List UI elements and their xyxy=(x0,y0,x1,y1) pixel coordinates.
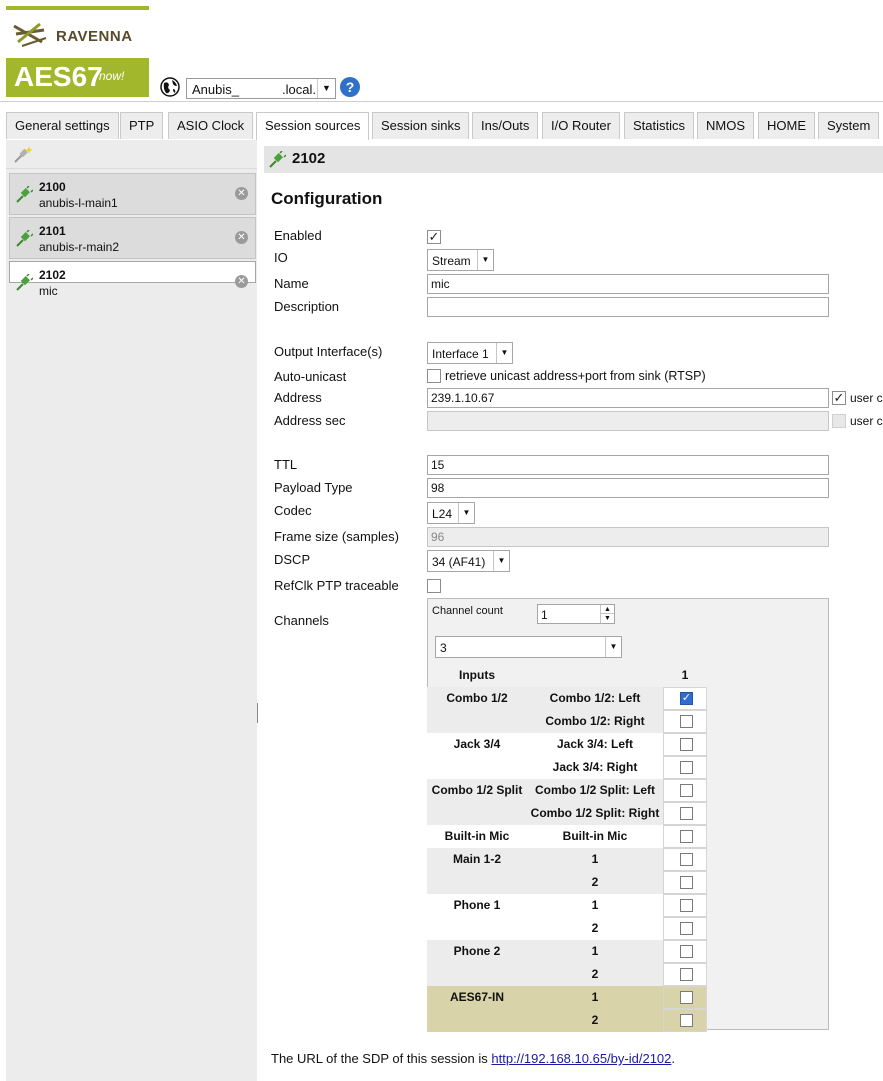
payload-type-input[interactable]: 98 xyxy=(427,478,829,498)
chevron-down-icon: ▼ xyxy=(317,79,335,98)
address-sec-label: Address sec xyxy=(274,413,346,428)
tab-ins-outs[interactable]: Ins/Outs xyxy=(472,112,538,139)
input-group-label: Phone 1 xyxy=(453,898,501,912)
address-sec-input xyxy=(427,411,829,431)
sdp-text: The URL of the SDP of this session is xyxy=(271,1051,488,1066)
tab-home[interactable]: HOME xyxy=(758,112,815,139)
remove-source-icon[interactable]: ✕ xyxy=(235,187,248,200)
routing-checkbox[interactable] xyxy=(680,853,693,866)
routing-cell xyxy=(663,802,707,825)
grid-row xyxy=(427,963,707,986)
brand-word: RAVENNA xyxy=(56,28,133,45)
routing-cell xyxy=(663,687,707,710)
grid-header-row xyxy=(427,664,707,687)
frame-size-input: 96 xyxy=(427,527,829,547)
output-interface-value: Interface 1 xyxy=(432,347,489,361)
input-channel-label: 1 xyxy=(591,852,599,866)
chevron-down-icon: ▼ xyxy=(496,343,512,363)
enabled-label: Enabled xyxy=(274,228,322,243)
routing-checkbox[interactable] xyxy=(680,738,693,751)
grid-row xyxy=(427,825,707,848)
input-channel-label: 1 xyxy=(591,944,599,958)
grid-row xyxy=(427,871,707,894)
input-channel-label: 2 xyxy=(591,1013,599,1027)
tab-bar xyxy=(0,101,883,139)
routing-cell xyxy=(663,733,707,756)
address-label: Address xyxy=(274,390,322,405)
source-item-2102[interactable] xyxy=(9,261,256,298)
channel-preset-select[interactable] xyxy=(435,636,622,658)
address-user-checkbox[interactable]: ✓ xyxy=(833,390,845,405)
tab-nmos[interactable]: NMOS xyxy=(697,112,754,139)
input-channel-label: Built-in Mic xyxy=(562,829,628,843)
plug-icon xyxy=(15,230,33,248)
ttl-input[interactable]: 15 xyxy=(427,455,829,475)
channels-label: Channels xyxy=(274,613,329,628)
grid-row xyxy=(427,687,707,710)
source-id: 2102 xyxy=(39,268,66,282)
session-title: 2102 xyxy=(292,150,326,167)
routing-cell xyxy=(663,756,707,779)
routing-checkbox[interactable] xyxy=(680,968,693,981)
logo-main: AES67 xyxy=(14,61,103,92)
sdp-end: . xyxy=(671,1051,676,1066)
refclk-checkbox[interactable] xyxy=(427,579,441,593)
dscp-value: 34 (AF41) xyxy=(432,555,486,569)
routing-checkbox[interactable] xyxy=(680,899,693,912)
input-channel-label: Combo 1/2: Left xyxy=(549,691,641,705)
routing-checkbox[interactable] xyxy=(680,784,693,797)
grid-row xyxy=(427,802,707,825)
routing-cell xyxy=(663,848,707,871)
ravenna-aes67-logo xyxy=(6,6,149,97)
host-select[interactable] xyxy=(186,78,336,99)
input-channel-label: 2 xyxy=(591,921,599,935)
routing-checkbox[interactable] xyxy=(680,1014,693,1027)
sources-list-header xyxy=(6,140,257,169)
tab-statistics[interactable]: Statistics xyxy=(624,112,694,139)
spin-up-icon[interactable]: ▲ xyxy=(600,605,614,614)
routing-cell xyxy=(663,940,707,963)
name-label: Name xyxy=(274,276,309,291)
codec-label: Codec xyxy=(274,503,312,518)
remove-source-icon[interactable]: ✕ xyxy=(235,275,248,288)
address-sec-user-checkbox xyxy=(832,414,846,428)
grid-row xyxy=(427,894,707,917)
enabled-checkbox[interactable]: ✓ xyxy=(428,229,440,244)
tab-general-settings[interactable]: General settings xyxy=(6,112,119,139)
grid-row xyxy=(427,779,707,802)
input-group-label: Main 1-2 xyxy=(452,852,501,866)
tab-io-router[interactable]: I/O Router xyxy=(542,112,620,139)
grid-row xyxy=(427,848,707,871)
address-sec-user-label: user c xyxy=(850,414,883,428)
routing-checkbox[interactable]: ✓ xyxy=(681,692,692,704)
help-icon[interactable]: ? xyxy=(340,77,360,97)
grid-row xyxy=(427,986,707,1009)
ttl-label: TTL xyxy=(274,457,298,472)
configuration-heading: Configuration xyxy=(271,189,383,208)
routing-cell xyxy=(663,894,707,917)
tab-system[interactable]: System xyxy=(818,112,879,139)
source-id: 2101 xyxy=(39,224,66,238)
input-group-label: AES67-IN xyxy=(449,990,505,1004)
spin-down-icon[interactable]: ▼ xyxy=(600,614,614,623)
routing-checkbox[interactable] xyxy=(680,876,693,889)
input-group-label: Built-in Mic xyxy=(444,829,510,843)
sdp-link[interactable]: http://192.168.10.65/by-id/2102 xyxy=(491,1051,672,1066)
add-source-icon[interactable] xyxy=(12,145,34,165)
grid-row xyxy=(427,733,707,756)
routing-cell xyxy=(663,963,707,986)
tab-ptp[interactable]: PTP xyxy=(120,112,163,139)
routing-cell xyxy=(663,986,707,1009)
pane-splitter[interactable] xyxy=(257,703,260,723)
channel-preset-value: 3 xyxy=(440,641,447,655)
frame-size-label: Frame size (samples) xyxy=(274,529,399,544)
routing-checkbox[interactable] xyxy=(680,991,693,1004)
source-item-2100[interactable] xyxy=(9,173,256,215)
input-channel-label: Jack 3/4: Left xyxy=(556,737,634,751)
output-interface-select[interactable] xyxy=(427,342,513,364)
codec-select[interactable] xyxy=(427,502,475,524)
plug-icon xyxy=(15,274,33,292)
channel-count-value: 1 xyxy=(541,608,548,622)
source-name: anubis-l-main1 xyxy=(39,196,118,210)
input-group-label: Jack 3/4 xyxy=(453,737,501,751)
chevron-down-icon: ▼ xyxy=(605,637,621,657)
globe-icon[interactable] xyxy=(160,77,180,97)
channel-count-label: Channel count xyxy=(432,605,503,617)
ravenna-mark-icon xyxy=(12,20,48,50)
routing-checkbox[interactable] xyxy=(680,830,693,843)
grid-row xyxy=(427,917,707,940)
io-label: IO xyxy=(274,250,288,265)
routing-cell xyxy=(663,710,707,733)
payload-type-label: Payload Type xyxy=(274,480,353,495)
routing-checkbox[interactable] xyxy=(680,945,693,958)
description-input[interactable] xyxy=(427,297,829,317)
description-label: Description xyxy=(274,299,340,314)
session-title-bar xyxy=(264,146,883,173)
output-interface-label: Output Interface(s) xyxy=(274,344,383,359)
input-channel-label: 2 xyxy=(591,875,599,889)
input-channel-label: 1 xyxy=(591,990,599,1004)
routing-cell xyxy=(663,871,707,894)
source-id: 2100 xyxy=(39,180,66,194)
grid-row xyxy=(427,756,707,779)
sdp-info xyxy=(271,1051,675,1066)
tab-session-sources[interactable]: Session sources xyxy=(256,112,369,140)
address-user-label: user c xyxy=(850,391,883,405)
auto-unicast-label: Auto-unicast xyxy=(274,369,347,384)
tab-session-sinks[interactable]: Session sinks xyxy=(372,112,469,139)
codec-value: L24 xyxy=(432,507,453,521)
plug-icon xyxy=(15,186,33,204)
routing-checkbox[interactable] xyxy=(680,922,693,935)
tab-asio-clock[interactable]: ASIO Clock xyxy=(168,112,253,139)
routing-checkbox[interactable] xyxy=(680,715,693,728)
dscp-label: DSCP xyxy=(274,552,311,567)
chevron-down-icon: ▼ xyxy=(477,250,493,270)
io-value: Stream xyxy=(432,254,471,268)
dscp-select[interactable] xyxy=(427,550,510,572)
routing-checkbox[interactable] xyxy=(680,807,693,820)
input-channel-label: Combo 1/2: Right xyxy=(545,714,645,728)
routing-cell xyxy=(663,779,707,802)
logo-sub: now! xyxy=(99,69,125,83)
io-select[interactable] xyxy=(427,249,494,271)
channel-count-stepper[interactable] xyxy=(537,604,615,624)
input-channel-label: Combo 1/2 Split: Right xyxy=(530,806,660,820)
logo-top xyxy=(6,6,149,54)
routing-cell xyxy=(663,1009,707,1032)
host-prefix: Anubis_ xyxy=(192,82,239,97)
inputs-header: Inputs xyxy=(459,668,495,682)
input-channel-label: 1 xyxy=(591,898,599,912)
source-item-2101[interactable] xyxy=(9,217,256,259)
input-channel-label: Combo 1/2 Split: Left xyxy=(535,783,655,797)
input-group-label: Combo 1/2 xyxy=(446,691,508,705)
chevron-down-icon: ▼ xyxy=(493,551,509,571)
input-group-label: Combo 1/2 Split xyxy=(431,783,523,797)
routing-checkbox[interactable] xyxy=(680,761,693,774)
logo-bottom xyxy=(6,58,149,97)
sources-list-pane xyxy=(6,140,257,1081)
grid-row xyxy=(427,1009,707,1032)
source-name: mic xyxy=(39,284,58,298)
host-suffix: .local. xyxy=(282,82,316,97)
input-channel-label: 2 xyxy=(591,967,599,981)
auto-unicast-text: retrieve unicast address+port from sink (RTSP) xyxy=(445,369,706,383)
plug-icon xyxy=(268,151,286,169)
column-header: 1 xyxy=(681,668,689,682)
address-input[interactable]: 239.1.10.67 xyxy=(427,388,829,408)
auto-unicast-checkbox[interactable] xyxy=(427,369,441,383)
source-name: anubis-r-main2 xyxy=(39,240,120,254)
remove-source-icon[interactable]: ✕ xyxy=(235,231,248,244)
grid-row xyxy=(427,710,707,733)
routing-cell xyxy=(663,825,707,848)
input-channel-label: Jack 3/4: Right xyxy=(552,760,638,774)
input-group-label: Phone 2 xyxy=(453,944,501,958)
routing-cell xyxy=(663,917,707,940)
chevron-down-icon: ▼ xyxy=(458,503,474,523)
name-input[interactable]: mic xyxy=(427,274,829,294)
refclk-label: RefClk PTP traceable xyxy=(274,578,399,593)
grid-row xyxy=(427,940,707,963)
